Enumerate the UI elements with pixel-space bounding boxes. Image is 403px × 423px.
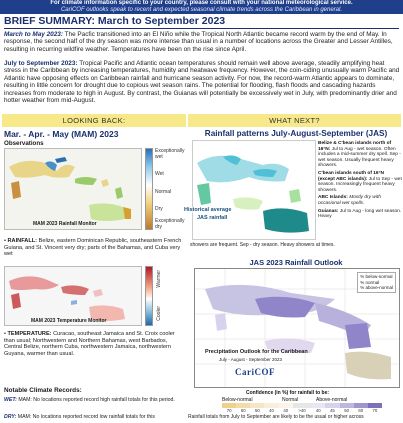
rainfall-bullet-text: Belize, eastern Dominican Republic, southeastern French Guiana, and St. Vincent very dry; parts of the Bahamas, and Cuba very wet xyxy=(4,238,182,258)
temperature-map-graphic xyxy=(5,267,141,325)
notice-line-1: For climate information specific to your country, please consult with your national meteorological service. xyxy=(50,0,353,6)
outlook-legend-key xyxy=(357,272,396,293)
temperature-bullet-text: Curacao, southeast Jamaica and St. Croix cooler than usual; Northwestern and Northern Bahamas, west Barbados, Central Belize, northern Cuba, northwestern Jamaica, northwestern Guyana, warmer than usual. xyxy=(4,331,175,357)
record-dry xyxy=(4,414,179,420)
legend-exceptionally-dry: Exceptionally dry xyxy=(155,218,185,230)
note-north-lead: Belize & C'bean islands north of 16°N: xyxy=(318,141,392,152)
legend-dry: Dry xyxy=(155,206,163,212)
para-lead-jas: July to September 2023: xyxy=(4,60,78,67)
num-above-50: 50 xyxy=(344,408,349,413)
what-next-header: WHAT NEXT? xyxy=(188,114,401,127)
conf-above-label: Above-normal xyxy=(316,397,348,403)
temperature-map-label: MAM 2023 Temperature Monitor xyxy=(31,318,107,324)
para-text-mam: The Pacfic transitioned into an El Niño while the Tropical North Atlantic became record warm by the end of May. In response, the second half of the dry season was more intense than usual in a number of locations across the Greater and Lesser Antilles, resulting in recurring wildfire weather. Temperatures have been on the rise since April. xyxy=(4,31,393,53)
notice-line-2: CariCOF outlooks speak to recent and expected seasonal climate trends across the Caribbean in general. xyxy=(60,7,343,13)
num-below-70: 70 xyxy=(226,408,232,413)
num-normal: >40 xyxy=(298,408,306,413)
num-above-60: 60 xyxy=(358,408,364,413)
rainfall-legend-bar xyxy=(145,148,153,230)
brief-summary-title: BRIEF SUMMARY: March to September 2023 xyxy=(4,15,226,27)
record-wet xyxy=(4,397,179,403)
legend-exceptionally-wet: Exceptionally wet xyxy=(155,148,185,160)
historical-map-graphic xyxy=(193,141,315,239)
temperature-bullet: • TEMPERATURE: Curacao, southeast Jamaica and St. Croix cooler than usual; Northwestern and Northern Bahamas, west Barbados, Central Belize, northern Cuba, northwestern Jamaica, northwestern Guyana, warmer than usual. xyxy=(4,331,175,357)
note-south-lead: C'bean islands south of 16°N (except ABC islands): xyxy=(318,170,384,182)
summary-paragraph-jas xyxy=(4,60,400,104)
note-south xyxy=(318,171,402,193)
guianas-note-tail: showers are frequent. Sep - dry season. Heavy showers at times. xyxy=(190,242,335,248)
rainfall-monitor-map xyxy=(4,148,142,230)
outlook-map-label-1: Precipitation Outlook for the Caribbean xyxy=(205,349,308,355)
observations-label: Observations xyxy=(4,140,44,147)
legend-wet: Wet xyxy=(155,171,164,177)
record-wet-lead: WET: xyxy=(4,397,17,403)
rainfall-bullet: • RAINFALL: Belize, eastern Dominican Republic, southeastern French Guiana, and St. Vincent very dry; parts of the Bahamas, and Cuba very wet xyxy=(4,238,182,258)
historical-map-label-2: JAS rainfall xyxy=(197,215,228,221)
key-normal: % normal xyxy=(360,279,380,285)
outlook-map-label-2: July - August - September 2023 xyxy=(219,357,283,362)
note-guianas-lead: Guianas: xyxy=(318,208,339,214)
num-below-40a: 40 xyxy=(269,408,274,413)
note-guianas xyxy=(318,209,402,220)
mam-title: Mar. - Apr. - May (MAM) 2023 xyxy=(4,129,119,139)
legend-warmer: Warmer xyxy=(156,270,162,288)
note-abc-text: Mostly dry with occasional wet spells. xyxy=(318,195,381,206)
para-text-jas: Tropical Pacific and Atlantic ocean temperatures should remain well above average, steadily amplifying heat stress in the Caribbean by increasing temperatures, humidity and heatwave frequency. However, the coin-ciding unusually warm Pacific and Atlantic have opposing effects on Caribbean rainfall and hurricane season activity. For now, the record-warm Atlantic appears to dominate, resulting in little concern for drought due to copious wet season rains. The potential for flooding, flash floods and cascading hazards increases from moderate to high in August. By contrast, the Guianas will potentially be excessively wet in July, with predominantly drier and hotter weather from mid-August. xyxy=(4,60,400,105)
outlook-title: JAS 2023 Rainfall Outlook xyxy=(249,258,343,267)
note-abc xyxy=(318,195,402,206)
rainfall-bullet-lead: RAINFALL: xyxy=(7,238,38,244)
top-notice-bar xyxy=(0,0,403,14)
note-north-text: Jul to Aug - wet season. Often includes a mid-summer dry spell. Sep - wet season. Usually frequent heavy showers. xyxy=(318,146,401,169)
outlook-footnote: Rainfall totals from July to September are likely to be the usual or higher across xyxy=(188,414,364,420)
jas-patterns-title: Rainfall patterns July-August-September (JAS) xyxy=(204,129,388,138)
note-abc-lead: ABC Islands: xyxy=(318,195,348,201)
num-above-40: 40 xyxy=(315,408,321,413)
para-lead-mam: March to May 2023: xyxy=(4,31,63,38)
rainfall-notes xyxy=(318,141,402,220)
num-below-60: 60 xyxy=(240,408,246,413)
historical-rainfall-map xyxy=(184,140,316,240)
rainfall-outlook-map xyxy=(194,268,400,388)
key-below: % below-normal xyxy=(360,274,393,279)
num-below-50: 50 xyxy=(255,408,260,413)
caricof-logo: CariCOF xyxy=(235,367,275,377)
conf-normal-label: Normal xyxy=(282,397,299,403)
record-wet-text: MAM: No locations reported record high rainfall totals for this period. xyxy=(16,397,175,403)
temperature-legend-bar xyxy=(145,266,153,326)
confidence-title: Confidence (in %) for rainfall to be: xyxy=(246,390,330,396)
key-above: % above-normal xyxy=(360,285,393,290)
looking-back-header: LOOKING BACK: xyxy=(2,114,186,127)
rainfall-map-label: MAM 2023 Rainfall Monitor xyxy=(33,221,97,227)
record-dry-text: MAM: No locations reported record low rainfall totals for this xyxy=(16,414,155,420)
summary-paragraph-mam xyxy=(4,31,400,53)
temperature-bullet-lead: TEMPERATURE: xyxy=(7,331,52,337)
title-divider xyxy=(4,28,399,29)
legend-normal: Normal xyxy=(155,189,172,195)
note-south-text: Jul to Sep - wet season. Increasingly frequent heavy showers. xyxy=(318,176,402,193)
temperature-monitor-map xyxy=(4,266,142,326)
record-dry-lead: DRY: xyxy=(4,414,17,420)
confidence-numbers xyxy=(222,408,382,413)
rainfall-map-graphic xyxy=(5,149,141,229)
num-below-40b: 40 xyxy=(283,408,289,413)
note-guianas-text: Jul to Aug - long wet season. Heavy xyxy=(318,208,402,220)
conf-below-label: Below-normal xyxy=(222,397,253,403)
num-above-45: 45 xyxy=(330,408,335,413)
note-north xyxy=(318,141,402,169)
legend-cooler: Cooler xyxy=(156,306,162,321)
notable-records-title: Notable Climate Records: xyxy=(4,387,82,394)
historical-map-label-1: Historical average xyxy=(184,207,232,213)
num-above-70: 70 xyxy=(372,408,378,413)
